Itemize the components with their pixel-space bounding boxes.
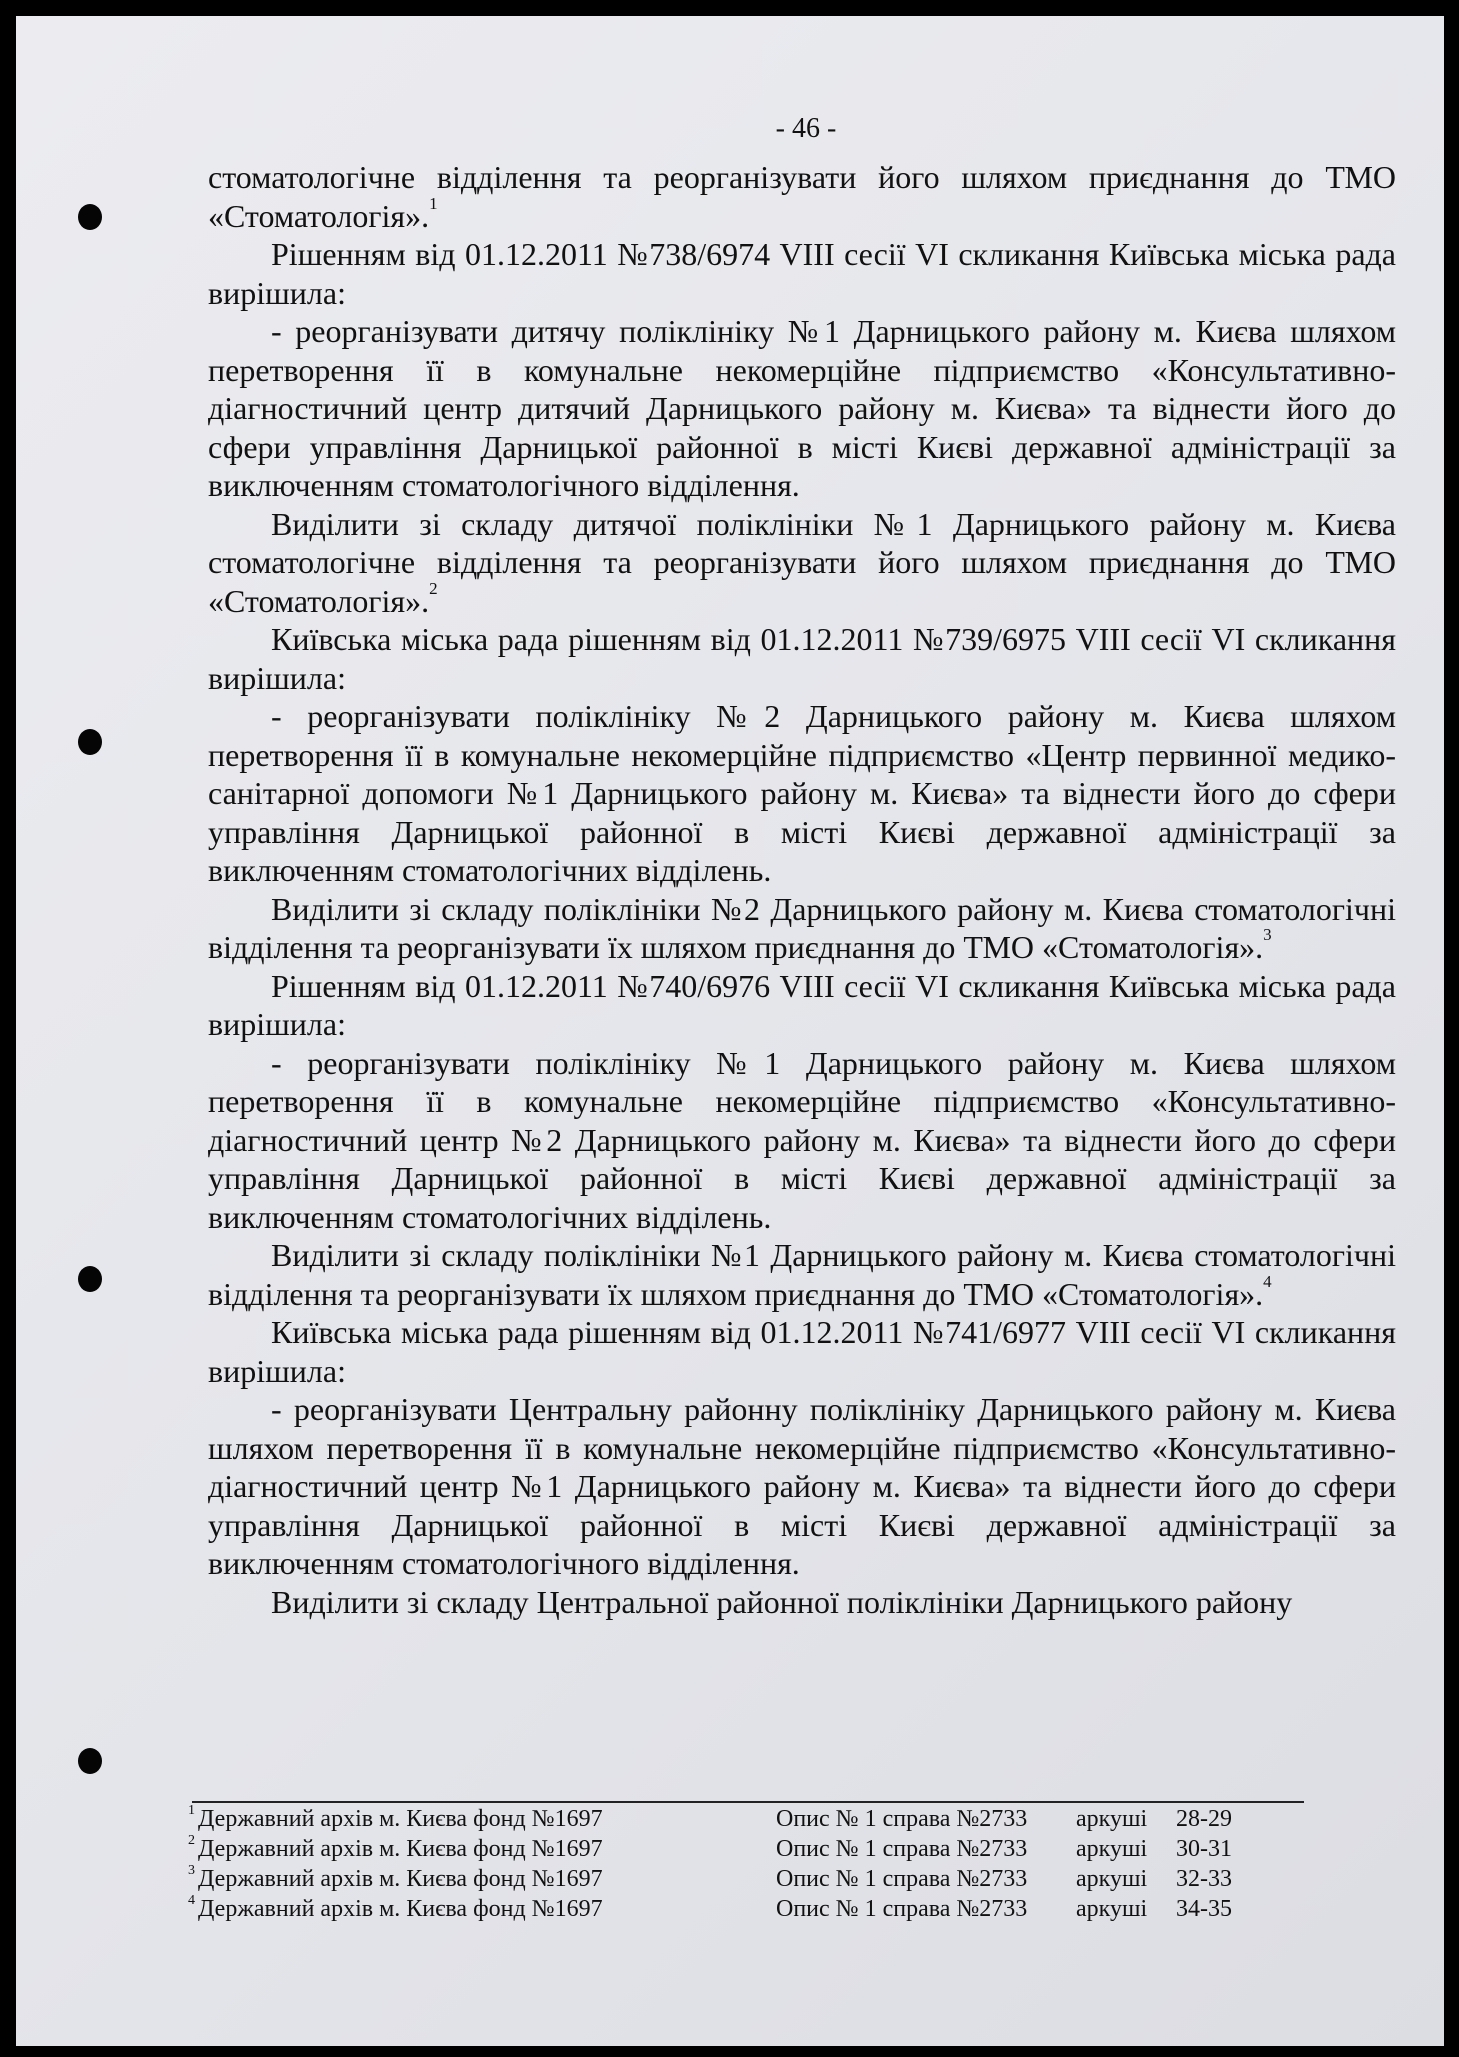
punch-hole-2 bbox=[78, 729, 102, 755]
footnote-separator bbox=[192, 1801, 1304, 1803]
footnote-2: 2 Державний архів м. Києва фонд №1697 Опис № 1 справа №2733 аркуші 30-31 bbox=[188, 1833, 1232, 1862]
paragraph-list-item: - реорганізувати поліклініку №2 Дарницького району м. Києва шляхом перетворення її в комунальне некомерційне підприємство «Центр первинної медико-санітарної допомоги №1 Дарницького району м. Києва» та віднести його до сфери управління Дарницької районної в місті Києві державної адміністрації за виключенням стоматологічних відділень. bbox=[208, 698, 1396, 888]
footnote-ref-2[interactable]: 2 bbox=[429, 578, 438, 598]
document-page bbox=[16, 16, 1444, 2046]
punch-hole-4 bbox=[78, 1748, 102, 1774]
paragraph: Виділити зі складу дитячої поліклініки №1 Дарницького району м. Києва стоматологічне відділення та реорганізувати його шляхом приєднання до ТМО «Стоматологія».$^2$ bbox=[208, 505, 1396, 619]
page-number: - 46 - bbox=[775, 113, 837, 144]
paragraph: Київська міська рада рішенням від 01.12.2011 №741/6977 VIII сесії VI скликання вирішила: bbox=[208, 1314, 1396, 1389]
paragraph: Виділити зі складу поліклініки №1 Дарницького району м. Києва стоматологічні відділення та реорганізувати їх шляхом приєднання до ТМО «Стоматологія».$^4$ bbox=[208, 1237, 1396, 1312]
footnote-3: 3 Державний архів м. Києва фонд №1697 Опис № 1 справа №2733 аркуші 32-33 bbox=[188, 1863, 1232, 1892]
paragraph: Рішенням від 01.12.2011 №738/6974 VIII сесії VI скликання Київська міська рада вирішила: bbox=[208, 236, 1396, 311]
footnote-ref-4[interactable]: 4 bbox=[1263, 1271, 1272, 1291]
paragraph: Київська міська рада рішенням від 01.12.2011 №739/6975 VIII сесії VI скликання вирішила: bbox=[208, 621, 1396, 696]
paragraph-list-item: - реорганізувати поліклініку №1 Дарницького району м. Києва шляхом перетворення її в комунальне некомерційне підприємство «Консультативно-діагностичний центр №2 Дарницького району м. Києва» та віднести його до сфери управління Дарницької районної в місті Києві державної адміністрації за виключенням стоматологічних відділень. bbox=[208, 1044, 1396, 1235]
paragraph-list-item: - реорганізувати дитячу поліклініку №1 Дарницького району м. Києва шляхом перетворення її в комунальне некомерційне підприємство «Консультативно-діагностичний центр дитячий Дарницького району м. Києва» та віднести його до сфери управління Дарницької районної в місті Києві державної адміністрації за виключенням стоматологічного відділення. bbox=[208, 313, 1396, 503]
document-body bbox=[208, 158, 1396, 1621]
punch-hole-3 bbox=[78, 1266, 102, 1292]
footnote-4: 4 Державний архів м. Києва фонд №1697 Опис № 1 справа №2733 аркуші 34-35 bbox=[188, 1893, 1232, 1922]
paragraph: Рішенням від 01.12.2011 №740/6976 VIII сесії VI скликання Київська міська рада вирішила: bbox=[208, 967, 1396, 1042]
paragraph: Виділити зі складу поліклініки №2 Дарницького району м. Києва стоматологічні відділення та реорганізувати їх шляхом приєднання до ТМО «Стоматологія».$^3$ bbox=[208, 890, 1396, 965]
footnote-1: 1 Державний архів м. Києва фонд №1697 Опис № 1 справа №2733 аркуші 28-29 bbox=[188, 1803, 1232, 1832]
footnote-ref-1[interactable]: 1 bbox=[429, 193, 438, 213]
paragraph: Виділити зі складу Центральної районної поліклініки Дарницького району bbox=[271, 1583, 1293, 1620]
footnote-ref-3[interactable]: 3 bbox=[1263, 925, 1272, 944]
paragraph-list-item: - реорганізувати Центральну районну поліклініку Дарницького району м. Києва шляхом перетворення її в комунальне некомерційне підприємство «Консультативно-діагностичний центр №1 Дарницького району м. Києва» та віднести його до сфери управління Дарницької районної в місті Києві державної адміністрації за виключенням стоматологічного відділення. bbox=[208, 1391, 1396, 1581]
paragraph-continuation: стоматологічне відділення та реорганізувати його шляхом приєднання до ТМО «Стоматологія».$^1$ bbox=[208, 159, 1396, 234]
punch-hole-1 bbox=[78, 204, 102, 230]
